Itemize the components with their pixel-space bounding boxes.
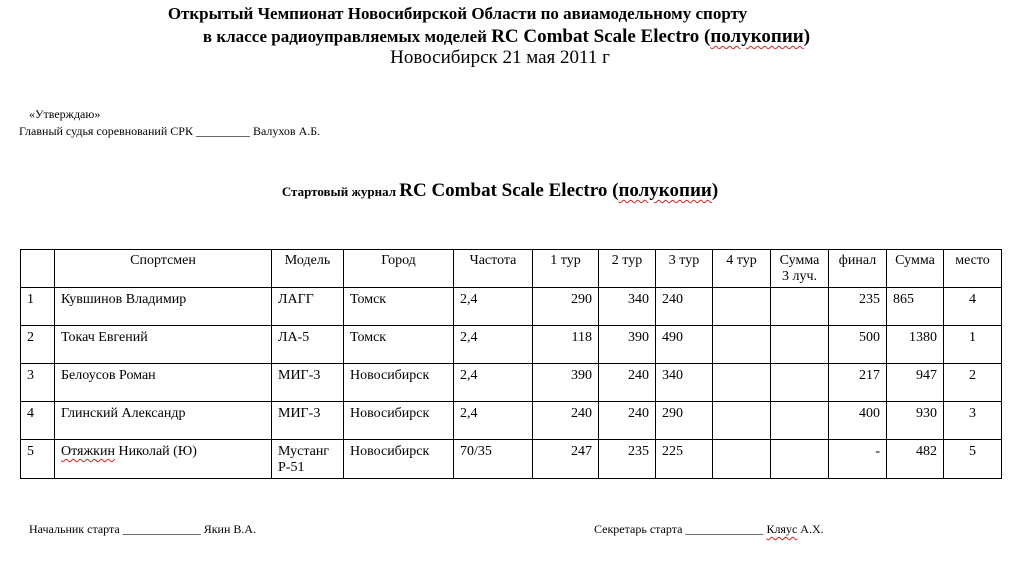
table-row [21,364,1002,402]
cell-city: Новосибирск [344,402,454,440]
cell-round2: 340 [599,288,656,326]
cell-sum-best3 [771,440,829,479]
table-row [21,440,1002,479]
header-num [21,250,55,288]
cell-model: ЛА-5 [272,326,344,364]
subtitle-word: полукопии [710,26,804,47]
cell-athlete: Белоусов Роман [55,364,272,402]
cell-sum-best3 [771,288,829,326]
cell-round4 [713,364,771,402]
cell-place: 5 [944,440,1002,479]
cell-sum-best3 [771,402,829,440]
start-chief-signature: Начальник старта _____________ Якин В.А. [29,522,257,536]
cell-num: 3 [21,364,55,402]
document-subtitle [0,26,1013,48]
header-round3: 3 тур [656,250,713,288]
approval-signature-line: Главный судья соревнований СРК _________ Валухов А.Б. [19,124,321,138]
cell-sum: 482 [887,440,944,479]
cell-place: 2 [944,364,1002,402]
header-round2: 2 тур [599,250,656,288]
cell-num: 2 [21,326,55,364]
cell-frequency: 70/35 [454,440,533,479]
subtitle-prefix: в классе радиоуправляемых моделей [202,27,492,46]
cell-round4 [713,288,771,326]
start-journal-table [20,249,1002,479]
cell-sum-best3 [771,326,829,364]
cell-model: ЛАГГ [272,288,344,326]
cell-num: 4 [21,402,55,440]
secretary-initials: А.Х. [797,522,824,536]
cell-final: 400 [829,402,887,440]
cell-sum-best3 [771,364,829,402]
header-sum: Сумма [887,250,944,288]
cell-frequency: 2,4 [454,402,533,440]
secretary-signature [594,522,824,537]
cell-round2: 240 [599,364,656,402]
journal-title [0,180,1000,202]
cell-round4 [713,326,771,364]
cell-place: 3 [944,402,1002,440]
journal-close: ) [711,180,719,201]
cell-athlete [55,440,272,479]
cell-model: МИГ-3 [272,364,344,402]
table-row [21,288,1002,326]
cell-num: 5 [21,440,55,479]
cell-final: 217 [829,364,887,402]
header-athlete: Спортсмен [55,250,272,288]
athlete-given-name: Николай (Ю) [114,444,197,459]
cell-model: МИГ-3 [272,402,344,440]
journal-class: RC Combat Scale Electro [399,180,608,201]
cell-round2: 240 [599,402,656,440]
cell-round1: 290 [533,288,599,326]
cell-round3: 240 [656,288,713,326]
header-model: Модель [272,250,344,288]
cell-round2: 390 [599,326,656,364]
journal-open: ( [607,180,619,201]
journal-word: полукопии [618,180,712,201]
secretary-label: Секретарь старта _____________ [594,522,767,536]
cell-athlete: Глинский Александр [55,402,272,440]
cell-athlete: Кувшинов Владимир [55,288,272,326]
cell-frequency: 2,4 [454,326,533,364]
header-final: финал [829,250,887,288]
cell-city: Томск [344,288,454,326]
cell-final: - [829,440,887,479]
approval-heading: «Утверждаю» [29,107,101,121]
header-frequency: Частота [454,250,533,288]
cell-round1: 118 [533,326,599,364]
cell-round4 [713,402,771,440]
journal-prefix: Стартовый журнал [281,184,400,199]
cell-final: 235 [829,288,887,326]
cell-sum: 865 [887,288,944,326]
secretary-surname: Кляус [766,522,798,536]
cell-place: 4 [944,288,1002,326]
cell-frequency: 2,4 [454,364,533,402]
document-location-date: Новосибирск 21 мая 2011 г [390,47,610,68]
header-round4: 4 тур [713,250,771,288]
subtitle-open: ( [699,26,711,47]
header-place: место [944,250,1002,288]
cell-round3: 490 [656,326,713,364]
cell-final: 500 [829,326,887,364]
cell-frequency: 2,4 [454,288,533,326]
cell-num: 1 [21,288,55,326]
cell-round3: 225 [656,440,713,479]
table-row [21,402,1002,440]
subtitle-class: RC Combat Scale Electro [491,26,700,47]
document-title: Открытый Чемпионат Новосибирской Области по авиамодельному спорту [167,4,748,23]
header-sum-best3: Сумма 3 луч. [771,250,829,288]
cell-city: Томск [344,326,454,364]
cell-round1: 390 [533,364,599,402]
subtitle-close: ) [803,26,811,47]
athlete-surname: Отяжкин [61,444,115,459]
cell-round3: 290 [656,402,713,440]
cell-sum: 1380 [887,326,944,364]
table-row [21,326,1002,364]
cell-round4 [713,440,771,479]
header-round1: 1 тур [533,250,599,288]
header-city: Город [344,250,454,288]
cell-place: 1 [944,326,1002,364]
cell-city: Новосибирск [344,364,454,402]
cell-city: Новосибирск [344,440,454,479]
cell-sum: 947 [887,364,944,402]
cell-round3: 340 [656,364,713,402]
cell-sum: 930 [887,402,944,440]
cell-round1: 247 [533,440,599,479]
table-header-row [21,250,1002,288]
cell-model: Мустанг Р-51 [272,440,344,479]
cell-round1: 240 [533,402,599,440]
cell-round2: 235 [599,440,656,479]
cell-athlete: Токач Евгений [55,326,272,364]
